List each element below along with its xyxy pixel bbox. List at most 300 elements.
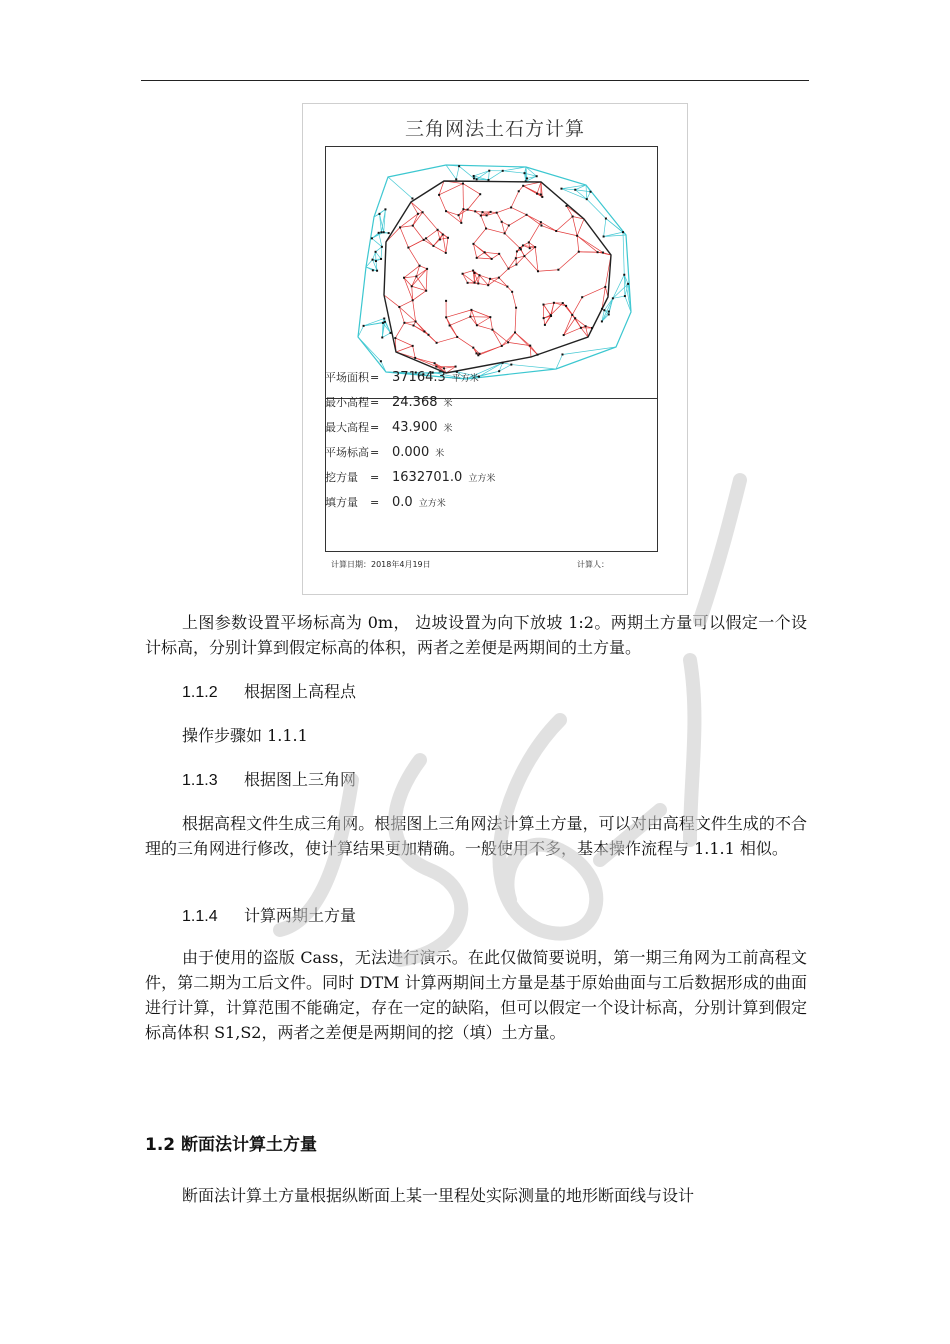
tin-edge	[463, 274, 475, 283]
tin-design-boundary	[384, 181, 611, 373]
elevation-point	[407, 247, 409, 249]
tin-edge	[575, 318, 585, 326]
elevation-point	[484, 251, 486, 253]
stat-equals: =	[370, 446, 380, 459]
elevation-point	[536, 175, 538, 177]
tin-outer-boundary	[358, 165, 631, 379]
elevation-point	[525, 180, 527, 182]
elevation-point	[555, 230, 557, 232]
tin-edge	[623, 232, 624, 275]
elevation-point	[597, 251, 599, 253]
tin-edge	[577, 236, 597, 252]
stat-equals: =	[370, 471, 380, 484]
tin-edge	[556, 216, 572, 231]
elevation-point	[423, 330, 425, 332]
elevation-point	[586, 198, 588, 200]
elevation-point	[380, 360, 382, 362]
elevation-point	[515, 264, 517, 266]
elevation-point	[432, 245, 434, 247]
tin-edge	[516, 251, 517, 258]
elevation-point	[608, 313, 610, 315]
elevation-point	[510, 206, 512, 208]
tin-edge	[446, 165, 456, 179]
elevation-point	[601, 308, 603, 310]
elevation-point	[436, 342, 438, 344]
heading-1-1-2	[182, 679, 356, 705]
elevation-point	[489, 316, 491, 318]
tin-edge	[558, 252, 578, 270]
stat-value: 24.368	[392, 395, 438, 410]
elevation-point	[375, 251, 377, 253]
tin-edge	[395, 323, 404, 338]
elevation-point	[623, 274, 625, 276]
tin-edge	[503, 363, 512, 365]
elevation-point	[478, 274, 480, 276]
tin-edge	[527, 215, 541, 222]
elevation-point	[381, 246, 383, 248]
elevation-point	[388, 232, 390, 234]
elevation-point	[422, 211, 424, 213]
elevation-point	[487, 284, 489, 286]
tin-edge	[404, 322, 415, 323]
tin-edge	[446, 211, 459, 215]
elevation-point	[438, 194, 440, 196]
elevation-point	[578, 251, 580, 253]
tin-edge	[415, 358, 436, 367]
tin-edge	[562, 347, 616, 354]
elevation-point	[603, 236, 605, 238]
figure-title: 三角网法土石方计算	[404, 118, 585, 140]
elevation-point	[371, 237, 373, 239]
elevation-point	[608, 311, 610, 313]
elevation-point	[445, 300, 447, 302]
tin-edge	[477, 171, 490, 180]
elevation-point	[605, 218, 607, 220]
tin-edge	[423, 212, 438, 230]
elevation-point	[381, 336, 383, 338]
elevation-point	[380, 231, 382, 233]
figure-footer-date: 计算日期：2018年4月19日	[331, 560, 431, 569]
elevation-point	[523, 255, 525, 257]
elevation-point	[479, 193, 481, 195]
elevation-point	[415, 275, 417, 277]
tin-edge	[512, 292, 516, 308]
tin-edge	[471, 310, 490, 317]
elevation-point	[590, 191, 592, 193]
tin-edge	[420, 266, 428, 269]
tin-edge	[503, 167, 526, 171]
elevation-point	[526, 177, 528, 179]
tin-edge	[511, 207, 526, 214]
elevation-point	[491, 329, 493, 331]
elevation-point	[534, 246, 536, 248]
elevation-point	[378, 232, 380, 234]
stat-unit: 米	[435, 449, 445, 459]
elevation-point	[447, 237, 449, 239]
elevation-point	[482, 211, 484, 213]
tin-edge	[587, 199, 606, 218]
heading-text: 计算两期土方量	[244, 906, 357, 925]
elevation-point	[508, 268, 510, 270]
elevation-point	[439, 238, 441, 240]
elevation-point	[437, 229, 439, 231]
tin-edge	[404, 278, 412, 287]
stat-equals: =	[370, 371, 380, 384]
tin-edge	[456, 166, 459, 179]
elevation-point	[501, 345, 503, 347]
elevation-point	[403, 322, 405, 324]
elevation-point	[384, 321, 386, 323]
paragraph-section-method: 断面法计算土方量根据纵断面上某一里程处实际测量的地形断面线与设计	[182, 1186, 695, 1205]
elevation-point	[473, 175, 475, 177]
tin-edge	[470, 317, 477, 326]
elevation-point	[572, 215, 574, 217]
elevation-point	[449, 324, 451, 326]
elevation-point	[498, 253, 500, 255]
tin-edge	[490, 317, 492, 330]
heading-1-1-3	[182, 767, 356, 793]
elevation-point	[562, 302, 564, 304]
tin-edge	[515, 308, 516, 333]
elevation-point	[504, 232, 506, 234]
elevation-point	[475, 352, 477, 354]
elevation-point	[476, 324, 478, 326]
tin-edge	[411, 202, 418, 214]
tin-edge	[374, 177, 388, 217]
elevation-point	[372, 269, 374, 271]
heading-1-2: 1.2 断面法计算土方量	[145, 1135, 318, 1155]
tin-edge	[524, 256, 538, 271]
tin-edge	[492, 330, 508, 343]
tin-edge	[556, 231, 577, 236]
elevation-point	[423, 239, 425, 241]
elevation-point	[488, 170, 490, 172]
figure-footer-person: 计算人：	[577, 560, 609, 569]
elevation-point	[522, 185, 524, 187]
tin-edge	[413, 300, 416, 321]
elevation-point	[516, 250, 518, 252]
tin-edge	[412, 286, 426, 290]
tin-edge	[411, 202, 423, 212]
elevation-point	[528, 241, 530, 243]
elevation-point	[627, 283, 629, 285]
elevation-point	[537, 270, 539, 272]
elevation-point	[576, 235, 578, 237]
elevation-point	[363, 325, 365, 327]
earthwork-figure	[302, 103, 688, 595]
elevation-point	[474, 210, 476, 212]
elevation-point	[502, 362, 504, 364]
tin-edge	[480, 346, 502, 354]
elevation-point	[479, 353, 481, 355]
stat-label: 填方量	[325, 496, 358, 509]
tin-edge	[459, 166, 474, 178]
elevation-point	[496, 212, 498, 214]
heading-text: 根据图上三角网	[244, 770, 357, 789]
elevation-point	[472, 243, 474, 245]
stat-row-design-elevation	[325, 444, 444, 460]
elevation-point	[462, 183, 464, 185]
tin-edge	[488, 171, 502, 180]
elevation-point	[458, 165, 460, 167]
elevation-point	[474, 272, 476, 274]
tin-edge	[530, 346, 531, 357]
elevation-point	[394, 337, 396, 339]
elevation-point	[384, 208, 386, 210]
elevation-point	[601, 320, 603, 322]
tin-edge	[477, 252, 485, 258]
tin-edge	[505, 225, 509, 233]
elevation-point	[514, 331, 516, 333]
tin-mesh-drawing	[326, 147, 657, 398]
tin-edge	[443, 235, 446, 253]
paragraph-tin-method: 根据高程文件生成三角网。根据图上三角网法计算土方量，可以对由高程文件生成的不合理的三角网进行修改，使计算结果更加精确。一般使用不多，基本操作流程与 1.1.1 相似。	[145, 814, 807, 858]
tin-edge	[364, 319, 385, 326]
elevation-point	[425, 237, 427, 239]
tin-edge	[497, 207, 511, 212]
elevation-point	[543, 317, 545, 319]
tin-edge	[543, 303, 553, 305]
stat-label: 挖方量	[325, 471, 358, 484]
elevation-point	[523, 172, 525, 174]
tin-edge	[511, 365, 556, 369]
elevation-point	[489, 278, 491, 280]
stat-equals: =	[370, 421, 380, 434]
elevation-point	[376, 270, 378, 272]
elevation-point	[541, 196, 543, 198]
tin-edge	[416, 276, 426, 290]
elevation-point	[427, 334, 429, 336]
tin-edge	[416, 322, 425, 332]
tin-edge	[424, 331, 436, 342]
elevation-point	[490, 211, 492, 213]
elevation-point	[585, 325, 587, 327]
elevation-point	[417, 213, 419, 215]
elevation-point	[476, 257, 478, 259]
elevation-point	[434, 362, 436, 364]
elevation-point	[581, 296, 583, 298]
tin-edge	[404, 278, 413, 301]
heading-text: 根据图上高程点	[244, 682, 357, 701]
elevation-point	[467, 209, 469, 211]
elevation-point	[522, 244, 524, 246]
tin-edge	[537, 182, 541, 194]
elevation-point	[612, 297, 614, 299]
heading-number: 1.1.3	[182, 772, 218, 789]
elevation-point	[412, 299, 414, 301]
tin-edge	[471, 310, 476, 325]
tin-edge	[463, 271, 474, 274]
tin-edge	[364, 322, 385, 326]
tin-edge	[486, 229, 505, 234]
elevation-point	[412, 225, 414, 227]
elevation-point	[540, 221, 542, 223]
tin-edge	[492, 254, 500, 259]
elevation-point	[470, 309, 472, 311]
elevation-point	[411, 285, 413, 287]
elevation-point	[603, 309, 605, 311]
stat-unit: 米	[443, 424, 453, 434]
heading-number: 1.1.4	[182, 908, 218, 925]
elevation-point	[529, 345, 531, 347]
tin-edge	[474, 171, 490, 176]
elevation-point	[624, 295, 626, 297]
tin-edge	[499, 278, 507, 287]
elevation-point	[480, 215, 482, 217]
elevation-point	[518, 190, 520, 192]
elevation-point	[536, 354, 538, 356]
elevation-point	[502, 170, 504, 172]
elevation-point	[445, 210, 447, 212]
elevation-point	[390, 332, 392, 334]
elevation-point	[540, 194, 542, 196]
tin-edge	[477, 325, 493, 329]
tin-edge	[509, 215, 527, 226]
stat-unit: 平方米	[451, 374, 479, 384]
elevation-point	[372, 259, 374, 261]
elevation-point	[508, 224, 510, 226]
elevation-point	[472, 270, 474, 272]
elevation-point	[380, 258, 382, 260]
tin-edge	[572, 297, 582, 315]
tin-edge	[381, 247, 382, 259]
elevation-point	[515, 307, 517, 309]
tin-edge	[433, 246, 445, 253]
tin-edge	[463, 184, 480, 195]
elevation-point	[491, 258, 493, 260]
tin-edge	[396, 346, 413, 352]
tin-edge	[492, 330, 501, 346]
tin-edge	[508, 332, 515, 342]
elevation-point	[519, 247, 521, 249]
elevation-point	[458, 214, 460, 216]
tin-edge	[426, 230, 438, 239]
elevation-point	[574, 317, 576, 319]
paragraph-steps: 操作步骤如 1.1.1	[182, 726, 308, 745]
stat-equals: =	[370, 496, 380, 509]
elevation-point	[477, 283, 479, 285]
elevation-point	[413, 324, 415, 326]
elevation-point	[540, 225, 542, 227]
stat-unit: 米	[443, 399, 453, 409]
tin-edge	[544, 318, 545, 325]
tin-edge	[502, 222, 505, 234]
elevation-point	[414, 357, 416, 359]
elevation-point	[460, 222, 462, 224]
tin-edge	[395, 338, 412, 346]
paragraph-two-period: 由于使用的盗版 Cass，无法进行演示。在此仅做简要说明，第一期三角网为工前高程文件，第二期为工后文件。同时 DTM 计算两期间土方量是基于原始曲面与工后数据形成的曲面进行计算，计算范围不能确定，存在一定的缺陷，但可以假定一个设计标高，分别计算到假定标高体积 S1,S2，两者之差便是两期间的挖（填）土方量。	[145, 948, 807, 1042]
tin-edge	[499, 365, 511, 372]
elevation-point	[476, 178, 478, 180]
tin-edge	[586, 185, 587, 199]
tin-edge	[582, 287, 605, 297]
tin-edge	[470, 310, 471, 317]
elevation-point	[473, 177, 475, 179]
elevation-point	[383, 318, 385, 320]
stat-label: 平场标高	[325, 446, 369, 459]
elevation-point	[566, 205, 568, 207]
stat-row-max-elevation	[325, 419, 453, 435]
tin-edge	[473, 229, 486, 244]
tin-edge	[382, 333, 390, 338]
elevation-point	[419, 265, 421, 267]
stat-label: 最小高程	[325, 396, 369, 409]
stat-row-fill-volume	[325, 494, 446, 510]
elevation-point	[571, 314, 573, 316]
heading-1-1-4	[182, 903, 356, 929]
elevation-point	[511, 291, 513, 293]
tin-edge	[511, 191, 519, 207]
tin-edge	[586, 185, 591, 192]
elevation-point	[455, 178, 457, 180]
stat-value: 37164.3	[392, 370, 446, 385]
stat-value: 0.0	[392, 495, 413, 510]
tin-edge	[446, 310, 471, 317]
elevation-point	[486, 214, 488, 216]
elevation-point	[507, 341, 509, 343]
elevation-point	[412, 345, 414, 347]
tin-edge	[499, 254, 508, 269]
tin-edge	[538, 270, 558, 272]
elevation-point	[467, 282, 469, 284]
tin-edge	[604, 219, 606, 237]
tin-edge	[577, 236, 579, 252]
tin-edge	[404, 323, 413, 326]
elevation-point	[469, 316, 471, 318]
elevation-point	[557, 269, 559, 271]
tin-edge	[503, 171, 525, 173]
header-rule	[141, 80, 809, 81]
elevation-point	[411, 197, 413, 199]
tin-edge	[446, 317, 457, 337]
elevation-point	[536, 193, 538, 195]
elevation-point	[580, 327, 582, 329]
tin-edge	[497, 213, 502, 222]
stat-row-min-elevation	[325, 394, 453, 410]
tin-edge	[563, 303, 572, 315]
tin-edge	[490, 279, 507, 287]
elevation-point	[403, 277, 405, 279]
tin-edge	[446, 238, 448, 253]
tin-edge	[373, 252, 376, 260]
elevation-point	[544, 324, 546, 326]
tin-edge	[376, 252, 381, 259]
stat-label: 最大高程	[325, 421, 369, 434]
elevation-point	[602, 252, 604, 254]
elevation-point	[462, 273, 464, 275]
elevation-point	[426, 268, 428, 270]
elevation-point	[591, 327, 593, 329]
tin-edge	[541, 222, 556, 231]
stat-value: 0.000	[392, 445, 430, 460]
tin-edge	[426, 269, 427, 291]
elevation-point	[445, 252, 447, 254]
stat-unit: 立方米	[418, 499, 446, 509]
elevation-point	[604, 286, 606, 288]
elevation-point	[442, 234, 444, 236]
elevation-point	[455, 366, 457, 368]
elevation-point	[550, 314, 552, 316]
elevation-point	[462, 208, 464, 210]
tin-edge	[468, 194, 481, 209]
figure-frame	[325, 146, 658, 552]
tin-edge	[573, 216, 578, 235]
elevation-point	[398, 306, 400, 308]
stat-value: 43.900	[392, 420, 438, 435]
tin-edge	[485, 252, 500, 254]
tin-edge	[505, 233, 520, 248]
elevation-point	[399, 226, 401, 228]
